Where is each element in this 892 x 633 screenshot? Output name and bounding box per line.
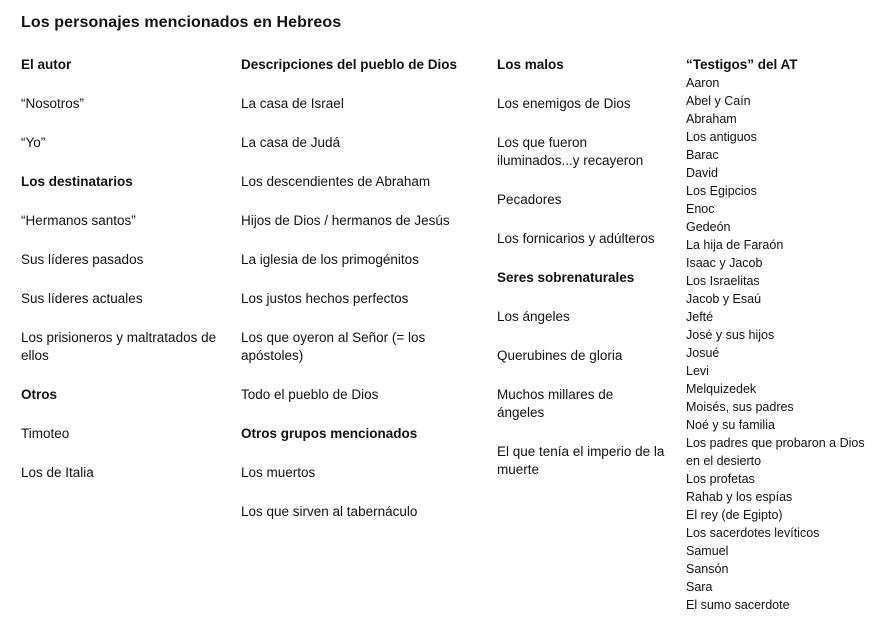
list-item: Levi [686,364,709,378]
list-item: Sara [686,580,713,594]
list-item: Jefté [686,310,714,324]
heading-destinatarios: Los destinatarios [21,174,133,189]
list-item: Los ángeles [497,309,570,324]
list-item: Los fornicarios y adúlteros [497,231,655,246]
list-item: Los prisioneros y maltratados de ellos [21,330,217,363]
list-item: Jacob y Esaú [686,292,762,306]
list-item: Hijos de Dios / hermanos de Jesús [241,213,450,228]
list-item: José y sus hijos [686,328,775,342]
heading-otros-grupos: Otros grupos mencionados [241,426,418,441]
list-item: “Yo” [21,135,46,150]
witness-list [686,74,886,614]
list-item: Rahab y los espías [686,490,793,504]
list-item: Los enemigos de Dios [497,96,631,111]
list-item: Sansón [686,562,729,576]
list-item: Los de Italia [21,465,94,480]
list-item: Melquizedek [686,382,757,396]
list-item: Gedeón [686,220,731,234]
list-item: “Hermanos santos” [21,213,136,228]
column-author-recipients [21,56,226,503]
heading-autor: El autor [21,57,72,72]
list-item: La hija de Faraón [686,238,784,252]
list-item: Los descendientes de Abraham [241,174,431,189]
list-item: Los justos hechos perfectos [241,291,409,306]
list-item: Timoteo [21,426,70,441]
list-item: Barac [686,148,719,162]
list-item: David [686,166,718,180]
list-item: Los padres que probaron a Dios en el desierto [686,436,865,468]
list-item: Aaron [686,76,720,90]
list-item: Los que oyeron al Señor (= los apóstoles) [241,330,426,363]
list-item: Sus líderes pasados [21,252,144,267]
list-item: Los muertos [241,465,316,480]
list-item: Querubines de gloria [497,348,623,363]
list-item: Los sacerdotes levíticos [686,526,820,540]
heading-los-malos: Los malos [497,57,564,72]
list-item: Abel y Caín [686,94,751,108]
list-item: La casa de Israel [241,96,344,111]
list-item: Noé y su familia [686,418,775,432]
list-item: Muchos millares de ángeles [497,387,614,420]
list-item: Pecadores [497,192,562,207]
heading-pueblo-de-dios: Descripciones del pueblo de Dios [241,57,458,72]
page-title: Los personajes mencionados en Hebreos [21,14,342,31]
list-item: Los que fueron iluminados...y recayeron [497,135,644,168]
list-item: Sus líderes actuales [21,291,143,306]
list-item: El rey (de Egipto) [686,508,783,522]
column-ot-witnesses [686,56,886,614]
list-item: Todo el pueblo de Dios [241,387,379,402]
heading-seres-sobrenaturales: Seres sobrenaturales [497,270,635,285]
list-item: Josué [686,346,720,360]
list-item: Isaac y Jacob [686,256,763,270]
list-item: Los Egipcios [686,184,757,198]
list-item: Los profetas [686,472,755,486]
list-item: Moisés, sus padres [686,400,794,414]
list-item: Los Israelitas [686,274,760,288]
list-item: Abraham [686,112,737,126]
heading-testigos-del-at: “Testigos” del AT [686,57,798,72]
list-item: El sumo sacerdote [686,598,790,612]
list-item: Los antiguos [686,130,757,144]
list-item: La iglesia de los primogénitos [241,252,419,267]
list-item: Samuel [686,544,729,558]
list-item: Los que sirven al tabernáculo [241,504,418,519]
list-item: “Nosotros” [21,96,85,111]
list-item: La casa de Judá [241,135,341,150]
heading-otros: Otros [21,387,58,402]
column-bad-and-supernatural [497,56,672,500]
column-people-of-god [241,56,481,542]
list-item: El que tenía el imperio de la muerte [497,444,665,477]
list-item: Enoc [686,202,715,216]
